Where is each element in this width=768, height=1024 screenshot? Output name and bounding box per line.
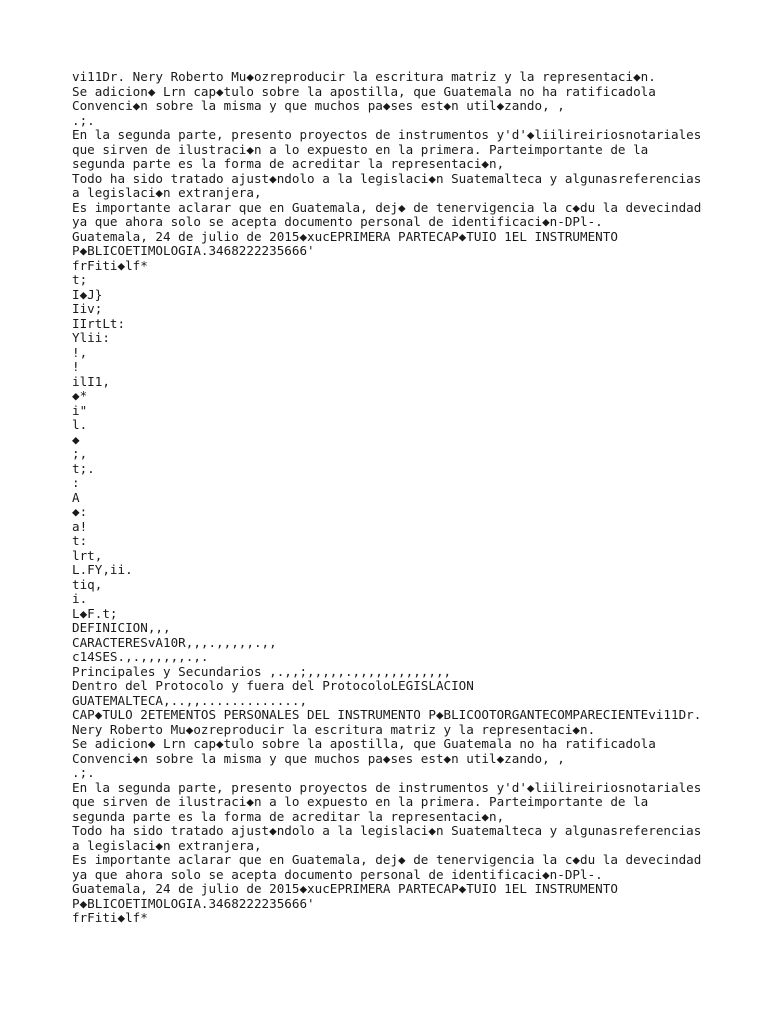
document-text-line: a! xyxy=(72,518,88,534)
document-text-line: t; xyxy=(72,272,88,287)
document-text-line: frFiti◆lf* xyxy=(72,257,148,273)
document-text-line: Nery Roberto Mu◆ozreproducir la escritura matriz y la representaci◆n. xyxy=(72,721,596,737)
document-text-line: Todo ha sido tratado ajust◆ndolo a la legislaci◆n Suatemalteca y algunasreferencias xyxy=(72,823,702,838)
document-text-line: Convenci◆n sobre la misma y que muchos pa◆ses est◆n util◆zando, , xyxy=(72,98,565,113)
document-text-line: : xyxy=(72,475,80,490)
document-text-line: ◆ xyxy=(72,431,80,447)
document-text-line: ;, xyxy=(72,446,88,461)
document-text-line: ◆: xyxy=(72,504,88,519)
document-text-line: I◆J} xyxy=(72,286,103,302)
document-text-line: Es importante aclarar que en Guatemala, dej◆ de tenervigencia la c◆du la devecindad xyxy=(72,852,702,867)
document-text-line: i" xyxy=(72,402,88,418)
document-text-line: Se adicion◆ Lrn cap◆tulo sobre la apostilla, que Guatemala no ha ratificadola xyxy=(72,83,656,99)
document-text-line: Guatemala, 24 de julio de 2015◆xucEPRIMERA PARTECAP◆TUIO 1EL INSTRUMENTO xyxy=(72,881,618,896)
document-text-line: .;. xyxy=(72,765,95,780)
document-text-line: L◆F.t; xyxy=(72,605,118,621)
document-text-line: Guatemala, 24 de julio de 2015◆xucEPRIMERA PARTECAP◆TUIO 1EL INSTRUMENTO xyxy=(72,228,618,244)
document-text-line: ! xyxy=(72,359,80,374)
document-text-line: CARACTERESvA10R,,,.,,,,,.,, xyxy=(72,634,277,650)
document-text-line: c14SES.,.,,,,,,.,. xyxy=(72,649,209,664)
document-text-line: Principales y Secundarios ,.,,;,,,,,.,,,,,,,,,,,,, xyxy=(72,663,452,679)
document-text-line: Se adicion◆ Lrn cap◆tulo sobre la apostilla, que Guatemala no ha ratificadola xyxy=(72,736,656,751)
document-text-line: DEFINICION,,, xyxy=(72,620,171,635)
document-text-line: L.FY,ii. xyxy=(72,562,133,577)
document-text-line: En la segunda parte, presento proyectos de instrumentos y'd'◆liilireiriosnotariales xyxy=(72,779,702,795)
document-text-line: a legislaci◆n extranjera, xyxy=(72,837,262,853)
document-text-line: que sirven de ilustraci◆n a lo expuesto en la primera. Parteimportante de la xyxy=(72,141,649,157)
document-text-line: tiq, xyxy=(72,576,103,592)
document-text-line: segunda parte es la forma de acreditar la representaci◆n, xyxy=(72,808,505,824)
document-text-line: lrt, xyxy=(72,547,103,563)
document-text-line: GUATEMALTECA,..,,............., xyxy=(72,692,308,708)
document-text-line: Dentro del Protocolo y fuera del ProtocoloLEGISLACION xyxy=(72,678,474,693)
document-text-line: Ylii: xyxy=(72,330,110,345)
document-text-line: P◆BLICOETIMOLOGIA.3468222235666' xyxy=(72,895,315,911)
document-text-line: IIrtLt: xyxy=(72,315,126,331)
document-text-line: frFiti◆lf* xyxy=(72,910,148,925)
document-text-line: A xyxy=(72,489,80,505)
document-text-line: .;. xyxy=(72,112,95,128)
document-text-line: ya que ahora solo se acepta documento personal de identificaci◆n-DPl-. xyxy=(72,866,603,882)
document-text-line: t: xyxy=(72,533,88,548)
document-text-line: que sirven de ilustraci◆n a lo expuesto en la primera. Parteimportante de la xyxy=(72,794,649,809)
document-text-line: CAP◆TULO 2ETEMENTOS PERSONALES DEL INSTRUMENTO P◆BLICOOTORGANTECOMPARECIENTEvi11Dr. xyxy=(72,707,702,722)
document-text-line: Es importante aclarar que en Guatemala, dej◆ de tenervigencia la c◆du la devecindad xyxy=(72,199,702,215)
document-text-line: vi11Dr. Nery Roberto Mu◆ozreproducir la escritura matriz y la representaci◆n. xyxy=(72,69,656,84)
document-text-line: !, xyxy=(72,344,88,360)
document-text-line: segunda parte es la forma de acreditar la representaci◆n, xyxy=(72,156,505,171)
document-text-line: l. xyxy=(72,417,88,432)
document-text-line: Convenci◆n sobre la misma y que muchos pa◆ses est◆n util◆zando, , xyxy=(72,750,565,766)
document-text-line: En la segunda parte, presento proyectos de instrumentos y'd'◆liilireiriosnotariales xyxy=(72,127,702,142)
document-text-line: Todo ha sido tratado ajust◆ndolo a la legislaci◆n Suatemalteca y algunasreferencias xyxy=(72,170,702,186)
document-text-line: ilI1, xyxy=(72,373,110,389)
document-text-line: t;. xyxy=(72,460,95,476)
document-text-line: a legislaci◆n extranjera, xyxy=(72,185,262,200)
document-body xyxy=(72,70,728,926)
document-text-line: Iiv; xyxy=(72,301,103,316)
document-text-line: ya que ahora solo se acepta documento personal de identificaci◆n-DPl-. xyxy=(72,214,603,229)
document-text-line: P◆BLICOETIMOLOGIA.3468222235666' xyxy=(72,243,315,258)
document-text-line: ◆* xyxy=(72,388,88,403)
document-text-line: i. xyxy=(72,591,88,606)
